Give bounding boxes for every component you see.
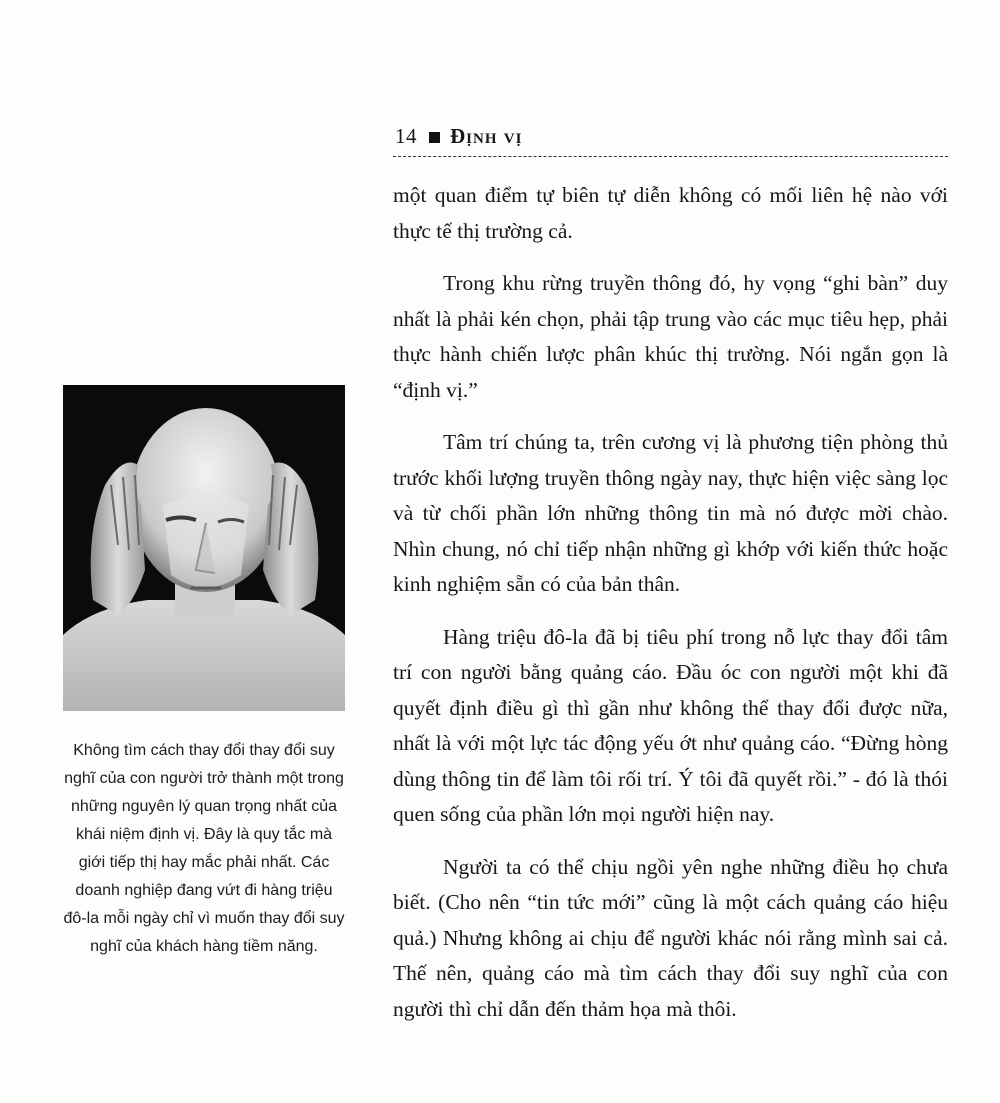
paragraph-3: Tâm trí chúng ta, trên cương vị là phương tiện phòng thủ trước khối lượng truyền thông ngày nay, thực hiện việc sàng lọc và từ chối phần lớn những thông tin mà nó được mời chào. Nhìn chung, nó chỉ tiếp nhận những gì khớp với kiến thức hoặc kinh nghiệm sẵn có của bản thân. [393,430,948,596]
page-number: 14 [395,124,417,148]
square-bullet-icon [429,132,440,143]
chapter-title: Định vị [450,124,523,148]
paragraph-5: Người ta có thể chịu ngồi yên nghe những điều họ chưa biết. (Cho nên “tin tức mới” cũng là một cách quảng cáo hiệu quả.) Nhưng không ai chịu để người khác nói rằng mình sai cả. Thế nên, quảng cáo mà tìm cách thay đổi suy nghĩ của con người thì chỉ dẫn đến thảm họa mà thôi. [393,854,948,1021]
running-header [393,124,948,157]
figure-caption: Không tìm cách thay đổi thay đổi suy nghĩ của con người trở thành một trong những nguyên lý quan trọng nhất của khái niệm định vị. Đây là quy tắc mà giới tiếp thị hay mắc phải nhất. Các doanh nghiệp đang vứt đi hàng triệu đô-la mỗi ngày chỉ vì muốn thay đổi suy nghĩ của khách hàng tiềm năng. [63,742,345,955]
paragraph-4: Hàng triệu đô-la đã bị tiêu phí trong nỗ lực thay đổi tâm trí con người bằng quảng cáo. Đầu óc con người một khi đã quyết định điều gì thì gần như không thể thay đổi được nữa, nhất là với một lực tác động yếu ớt như quảng cáo. “Đừng hòng dùng thông tin để làm tôi rối trí. Ý tôi đã quyết rồi.” - đó là thói quen sống của phần lớn mọi người hiện nay. [393,624,948,826]
paragraph-2: Trong khu rừng truyền thông đó, hy vọng “ghi bàn” duy nhất là phải kén chọn, phải tập trung vào các mục tiêu hẹp, phải thực hành chiến lược phân khúc thị trường. Nói ngắn gọn là “định vị.” [393,271,948,402]
paragraph-1: một quan điểm tự biên tự diễn không có mối liên hệ nào với thực tế thị trường cả. [393,183,948,243]
mannequin-covering-ears-photo [63,385,345,711]
body-text [393,178,948,1044]
